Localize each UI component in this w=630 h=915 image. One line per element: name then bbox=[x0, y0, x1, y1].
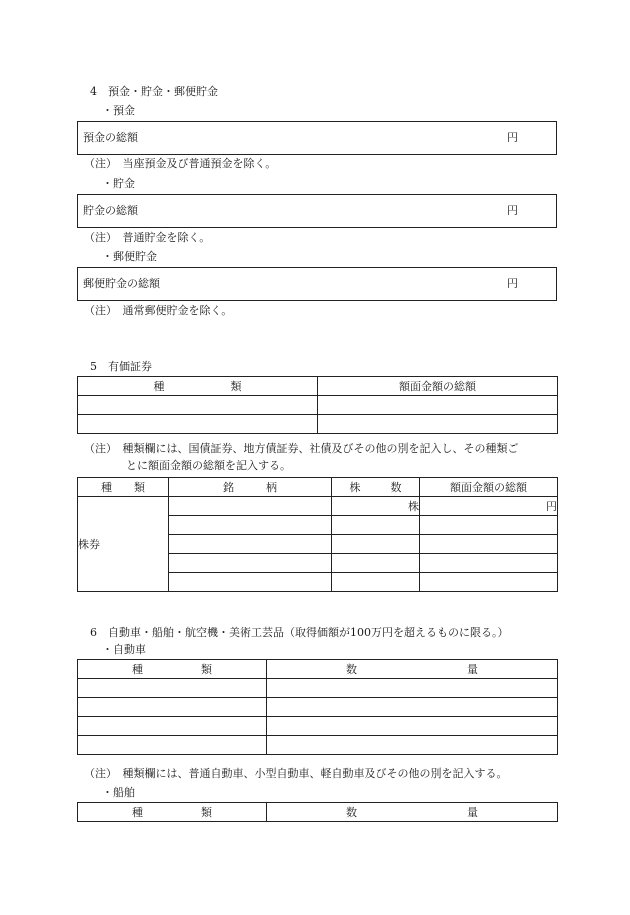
type-cell[interactable] bbox=[78, 717, 267, 736]
header-type bbox=[78, 803, 267, 822]
deposit-note: （注） 当座預金及び普通預金を除く。 bbox=[84, 157, 277, 170]
ship-table bbox=[77, 802, 558, 822]
table-header-row bbox=[78, 478, 558, 497]
header-type-char2: 類 bbox=[201, 662, 212, 676]
header-type bbox=[78, 660, 267, 679]
header-shares-char1: 株 bbox=[349, 480, 361, 494]
table-row bbox=[78, 679, 558, 698]
car-subheading: ・自動車 bbox=[102, 643, 146, 656]
deposit-yen-unit: 円 bbox=[507, 131, 518, 144]
header-type-char1: 種 bbox=[132, 662, 143, 676]
header-shares-char2: 数 bbox=[390, 480, 402, 494]
type-cell[interactable] bbox=[78, 698, 267, 717]
header-type-char2: 類 bbox=[134, 480, 145, 494]
issue-name-cell[interactable] bbox=[169, 554, 332, 573]
header-issue-char2: 柄 bbox=[266, 480, 277, 494]
quantity-cell[interactable] bbox=[267, 736, 558, 755]
postal-total-box bbox=[77, 267, 557, 301]
issue-name-cell[interactable] bbox=[169, 535, 332, 554]
header-type-char1: 種 bbox=[101, 480, 112, 494]
face-value-cell[interactable] bbox=[420, 573, 558, 592]
header-quantity bbox=[267, 803, 558, 822]
table-row bbox=[78, 698, 558, 717]
deposit-total-box bbox=[77, 121, 557, 155]
type-cell[interactable] bbox=[78, 396, 318, 415]
share-count-cell[interactable] bbox=[332, 554, 420, 573]
quantity-cell[interactable] bbox=[267, 717, 558, 736]
stock-table bbox=[77, 477, 558, 592]
quantity-cell[interactable] bbox=[267, 698, 558, 717]
share-count-cell[interactable]: 株 bbox=[332, 497, 420, 516]
header-quantity-char1: 数 bbox=[346, 805, 357, 819]
table-row bbox=[78, 415, 558, 434]
header-face-value-total: 額面金額の総額 bbox=[318, 377, 558, 396]
face-value-cell[interactable] bbox=[318, 415, 558, 434]
face-value-cell[interactable] bbox=[420, 535, 558, 554]
car-table bbox=[77, 659, 558, 755]
type-cell[interactable] bbox=[78, 736, 267, 755]
postal-yen-unit: 円 bbox=[507, 277, 518, 290]
ship-subheading: ・船舶 bbox=[102, 786, 135, 799]
header-type-char1: 種 bbox=[132, 805, 143, 819]
section-4-heading: 4 預金・貯金・郵便貯金 bbox=[90, 85, 218, 98]
securities-note-line2: とに額面金額の総額を記入する。 bbox=[126, 459, 291, 472]
header-share-count bbox=[332, 478, 420, 497]
face-value-cell[interactable] bbox=[318, 396, 558, 415]
table-header-row bbox=[78, 803, 558, 822]
deposit-subheading: ・預金 bbox=[102, 104, 135, 117]
header-type-char1: 種 bbox=[153, 379, 165, 393]
share-count-cell[interactable] bbox=[332, 516, 420, 535]
table-row bbox=[78, 736, 558, 755]
postal-subheading: ・郵便貯金 bbox=[102, 250, 157, 263]
postal-total-label: 郵便貯金の総額 bbox=[83, 277, 160, 290]
securities-note-line1: （注） 種類欄には、国債証券、地方債証券、社債及びその他の別を記入し、その種類ご bbox=[84, 442, 519, 455]
face-value-cell[interactable]: 円 bbox=[420, 497, 558, 516]
table-header-row bbox=[78, 377, 558, 396]
header-type bbox=[78, 377, 318, 396]
header-issue-char1: 銘 bbox=[223, 480, 234, 494]
table-row bbox=[78, 717, 558, 736]
type-cell[interactable] bbox=[78, 415, 318, 434]
deposit-total-label: 預金の総額 bbox=[83, 131, 138, 144]
securities-type-table bbox=[77, 376, 558, 434]
postal-note: （注） 通常郵便貯金を除く。 bbox=[84, 304, 233, 317]
quantity-cell[interactable] bbox=[267, 679, 558, 698]
table-row bbox=[78, 396, 558, 415]
header-quantity-char2: 量 bbox=[467, 662, 478, 676]
savings-total-label: 貯金の総額 bbox=[83, 204, 138, 217]
issue-name-cell[interactable] bbox=[169, 516, 332, 535]
savings-subheading: ・貯金 bbox=[102, 177, 135, 190]
share-count-cell[interactable] bbox=[332, 573, 420, 592]
share-count-cell[interactable] bbox=[332, 535, 420, 554]
face-value-cell[interactable] bbox=[420, 516, 558, 535]
header-quantity-char2: 量 bbox=[467, 805, 478, 819]
issue-name-cell[interactable] bbox=[169, 497, 332, 516]
table-row bbox=[78, 497, 558, 516]
car-note: （注） 種類欄には、普通自動車、小型自動車、軽自動車及びその他の別を記入する。 bbox=[84, 767, 508, 780]
savings-total-box bbox=[77, 194, 557, 228]
header-quantity-char1: 数 bbox=[346, 662, 357, 676]
issue-name-cell[interactable] bbox=[169, 573, 332, 592]
table-header-row bbox=[78, 660, 558, 679]
face-value-cell[interactable] bbox=[420, 554, 558, 573]
header-type bbox=[78, 478, 169, 497]
header-face-value-total: 額面金額の総額 bbox=[420, 478, 558, 497]
stock-certificate-label: 株券 bbox=[78, 497, 169, 592]
section-6-heading: 6 自動車・船舶・航空機・美術工芸品（取得価額が100万円を超えるものに限る。） bbox=[90, 626, 509, 639]
header-quantity bbox=[267, 660, 558, 679]
header-type-char2: 類 bbox=[230, 379, 242, 393]
section-5-heading: 5 有価証券 bbox=[90, 360, 152, 373]
header-issue-name bbox=[169, 478, 332, 497]
savings-note: （注） 普通貯金を除く。 bbox=[84, 231, 211, 244]
savings-yen-unit: 円 bbox=[507, 204, 518, 217]
type-cell[interactable] bbox=[78, 679, 267, 698]
header-type-char2: 類 bbox=[201, 805, 212, 819]
